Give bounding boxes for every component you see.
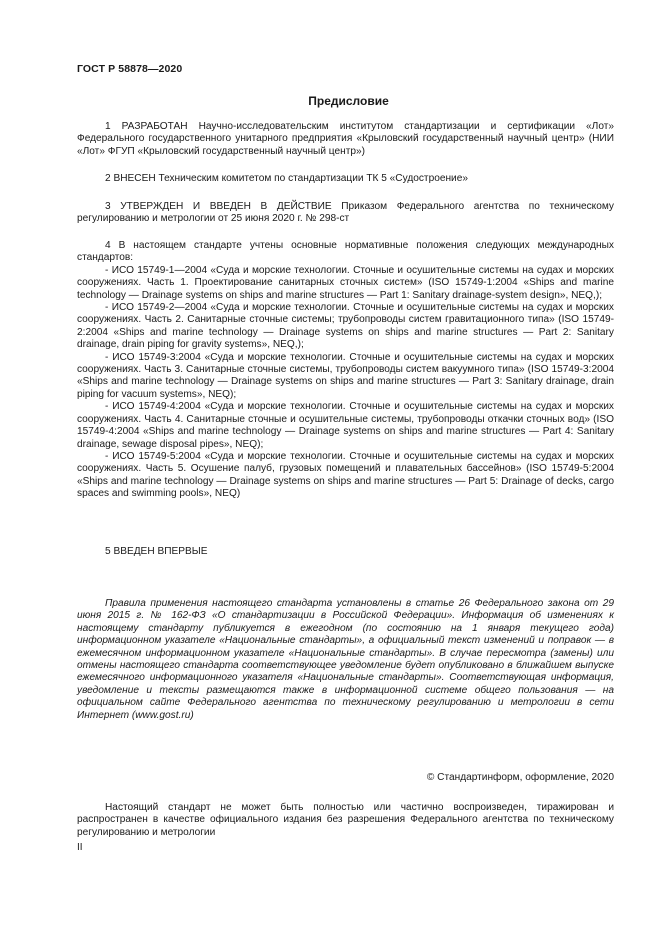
foreword-item-submitted bbox=[77, 173, 614, 185]
standard-list-item: - ИСО 15749-1—2004 «Суда и морские технологии. Сточные и осушительные системы на судах и морских сооружениях. Часть 1. Проектирование санитарных сточных систем» (ISO 15749-1:2004 «Ships and marine technology — Drainage systems on ships and marine structures — Part 1: Sanitary drainage-system design», NEQ,); bbox=[77, 264, 614, 301]
reproduction-notice: Настоящий стандарт не может быть полностью или частично воспроизведен, тиражирован и распространен в качестве официального издания без разрешения Федерального агентства по техническому регулированию и метрологии bbox=[77, 802, 614, 838]
standard-list-item: - ИСО 15749-2—2004 «Суда и морские технологии. Сточные и осушительные системы на судах и морских сооружениях. Часть 2. Санитарные сточные системы; трубопроводы систем гравитационного типа» (ISO 15749-2:2004 «Ships and marine technology — Drainage systems on ships and marine structures — Part 2: Sanitary drainage, drain piping for gravity systems», NEQ,); bbox=[77, 302, 614, 351]
standards-intro-text: 4 В настоящем стандарте учтены основные нормативные положения следующих международных стандартов: bbox=[77, 240, 614, 264]
foreword-item-international-standards bbox=[77, 240, 614, 501]
foreword-item-first-introduced-text: 5 ВВЕДЕН ВПЕРВЫЕ bbox=[105, 546, 208, 557]
page-title: Предисловие bbox=[308, 94, 389, 108]
foreword-item-first-introduced bbox=[77, 546, 614, 558]
copyright-line: © Стандартинформ, оформление, 2020 bbox=[426, 772, 614, 783]
standard-list-item: - ИСО 15749-5:2004 «Суда и морские технологии. Сточные и осушительные системы на судах и морских сооружениях. Часть 5. Осушение палуб, грузовых помещений и плавательных бассейнов» (ISO 15749-5:2004 «Ships and marine technology — Drainage systems on ships and marine structures — Part 5: Drainage of decks, cargo spaces and swimming pools», NEQ) bbox=[77, 450, 614, 500]
foreword-item-developed bbox=[77, 121, 614, 158]
foreword-item-approved-text: 3 УТВЕРЖДЕН И ВВЕДЕН В ДЕЙСТВИЕ Приказом Федерального агентства по техническому регулированию и метрологии от 25 июня 2020 г. № 298-ст bbox=[77, 201, 614, 225]
document-id-header: ГОСТ Р 58878—2020 bbox=[77, 63, 183, 75]
legal-notice: Правила применения настоящего стандарта установлены в статье 26 Федерального закона от 29 июня 2015 г. № 162-ФЗ «О стандартизации в Российской Федерации». Информация об изменениях к настоящему стандарту публикуется в ежегодном (по состоянию на 1 января текущего года) информационном указателе «Национальные стандарты», а официальный текст изменений и поправок — в ежемесячном информационном указателе «Национальные стандарты». В случае пересмотра (замены) или отмены настоящего стандарта соответствующее уведомление будет опубликовано в ближайшем выпуске ежемесячного информационного указателя «Национальные стандарты». Соответствующая информация, уведомление и тексты размещаются также в информационной системе общего пользования — на официальном сайте Федерального агентства по техническому регулированию и метрологии в сети Интернет (www.gost.ru) bbox=[77, 598, 614, 721]
foreword-item-approved bbox=[77, 201, 614, 226]
foreword-item-developed-text: 1 РАЗРАБОТАН Научно-исследовательским институтом стандартизации и сертификации «Лот» Федерального государственного унитарного предприятия «Крыловский государственный научный центр» (НИИ «Лот» ФГУП «Крыловский государственный научный центр») bbox=[77, 121, 614, 157]
page-number: II bbox=[77, 842, 83, 853]
standard-list-item: - ИСО 15749-3:2004 «Суда и морские технологии. Сточные и осушительные системы на судах и морских сооружениях. Часть 3. Санитарные сточные системы, трубопроводы систем вакуумного типа» (ISO 15749-3:2004 «Ships and marine technology — Drainage systems on ships and marine structures — Part 3: Sanitary drainage, drain piping for vacuum systems», NEQ); bbox=[77, 351, 614, 400]
standard-list-item: - ИСО 15749-4:2004 «Суда и морские технологии. Сточные и осушительные системы на судах и морских сооружениях. Часть 4. Санитарные сточные и осушительные системы, трубопроводы откачки сточных вод» (ISO 15749-4:2004 «Ships and marine technology — Drainage systems on ships and marine structures — Part 4: Sanitary drainage, sewage disposal pipes», NEQ); bbox=[77, 401, 614, 450]
foreword-item-submitted-text: 2 ВНЕСЕН Техническим комитетом по стандартизации ТК 5 «Судостроение» bbox=[105, 173, 468, 184]
